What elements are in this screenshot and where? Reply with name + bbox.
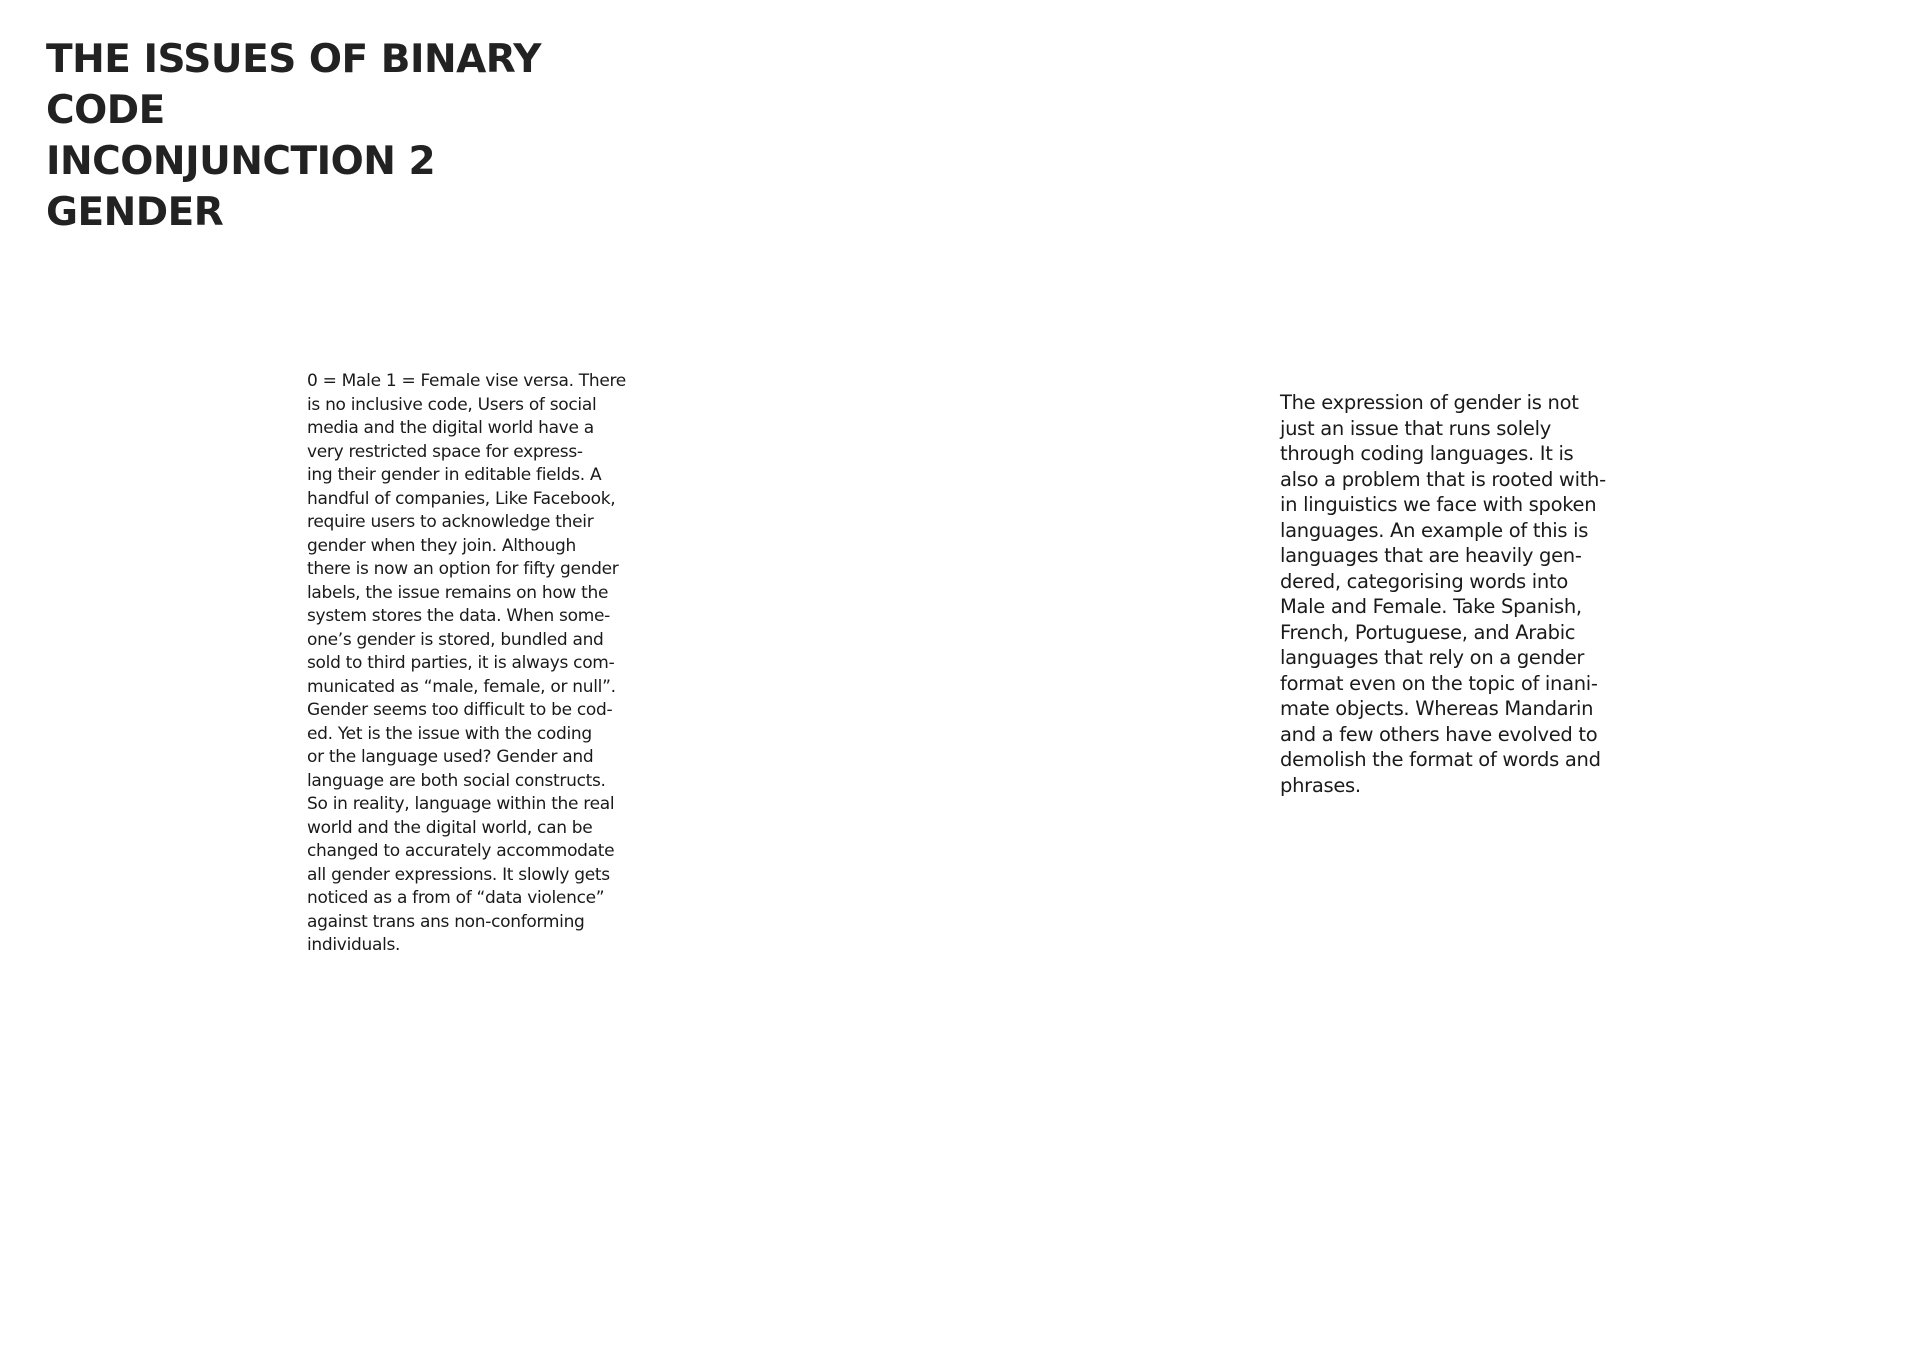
title-line: INCONJUNCTION 2	[46, 139, 436, 184]
text-line: French, Portuguese, and Arabic	[1280, 620, 1576, 644]
page-title	[46, 34, 541, 238]
left-text-column	[307, 370, 626, 958]
text-line: in linguistics we face with spoken	[1280, 493, 1597, 516]
title-line: THE ISSUES OF BINARY	[46, 37, 541, 82]
text-line: noticed as a from of “data violence”	[307, 888, 605, 908]
title-line: GENDER	[46, 190, 224, 235]
text-line: dered, categorising words into	[1280, 569, 1568, 593]
text-line: all gender expressions. It slowly gets	[307, 864, 610, 885]
text-line: media and the digital world have a	[307, 418, 594, 438]
text-line: mate objects. Whereas Mandarin	[1280, 697, 1594, 720]
text-line: through coding languages. It is	[1280, 442, 1574, 465]
text-line: format even on the topic of inani-	[1280, 671, 1598, 695]
text-line: one’s gender is stored, bundled and	[307, 629, 604, 650]
text-line: So in reality, language within the real	[307, 794, 615, 814]
text-line: sold to third parties, it is always com-	[307, 653, 615, 673]
text-line: gender when they join. Although	[307, 535, 577, 556]
text-line: require users to acknowledge their	[307, 512, 594, 532]
text-line: against trans ans non-conforming	[307, 911, 585, 932]
text-line: 0 = Male 1 = Female vise versa. There	[307, 371, 626, 391]
text-line: also a problem that is rooted with-	[1280, 467, 1606, 491]
text-line: Gender seems too difficult to be cod-	[307, 700, 613, 720]
text-line: municated as “male, female, or null”.	[307, 676, 616, 697]
text-line: just an issue that runs solely	[1280, 416, 1551, 440]
text-line: and a few others have evolved to	[1280, 722, 1598, 746]
text-line: labels, the issue remains on how the	[307, 582, 609, 603]
right-text-column	[1280, 390, 1606, 798]
text-line: demolish the format of words and	[1280, 748, 1601, 771]
text-line: individuals.	[307, 935, 401, 955]
text-line: ing their gender in editable fields. A	[307, 465, 602, 485]
text-line: system stores the data. When some-	[307, 606, 610, 626]
text-line: The expression of gender is not	[1280, 391, 1579, 414]
text-line: there is now an option for fifty gender	[307, 559, 619, 579]
text-line: handful of companies, Like Facebook,	[307, 488, 616, 509]
text-line: very restricted space for express-	[307, 441, 583, 462]
text-line: or the language used? Gender and	[307, 747, 594, 767]
text-line: ed. Yet is the issue with the coding	[307, 723, 592, 744]
title-line: CODE	[46, 88, 165, 133]
text-line: languages. An example of this is	[1280, 518, 1589, 542]
text-line: Male and Female. Take Spanish,	[1280, 595, 1582, 618]
text-line: changed to accurately accommodate	[307, 841, 615, 861]
text-line: languages that are heavily gen-	[1280, 544, 1582, 567]
text-line: language are both social constructs.	[307, 770, 606, 791]
text-line: is no inclusive code, Users of social	[307, 394, 597, 415]
text-line: phrases.	[1280, 773, 1361, 797]
text-line: world and the digital world, can be	[307, 817, 593, 838]
text-line: languages that rely on a gender	[1280, 646, 1585, 669]
